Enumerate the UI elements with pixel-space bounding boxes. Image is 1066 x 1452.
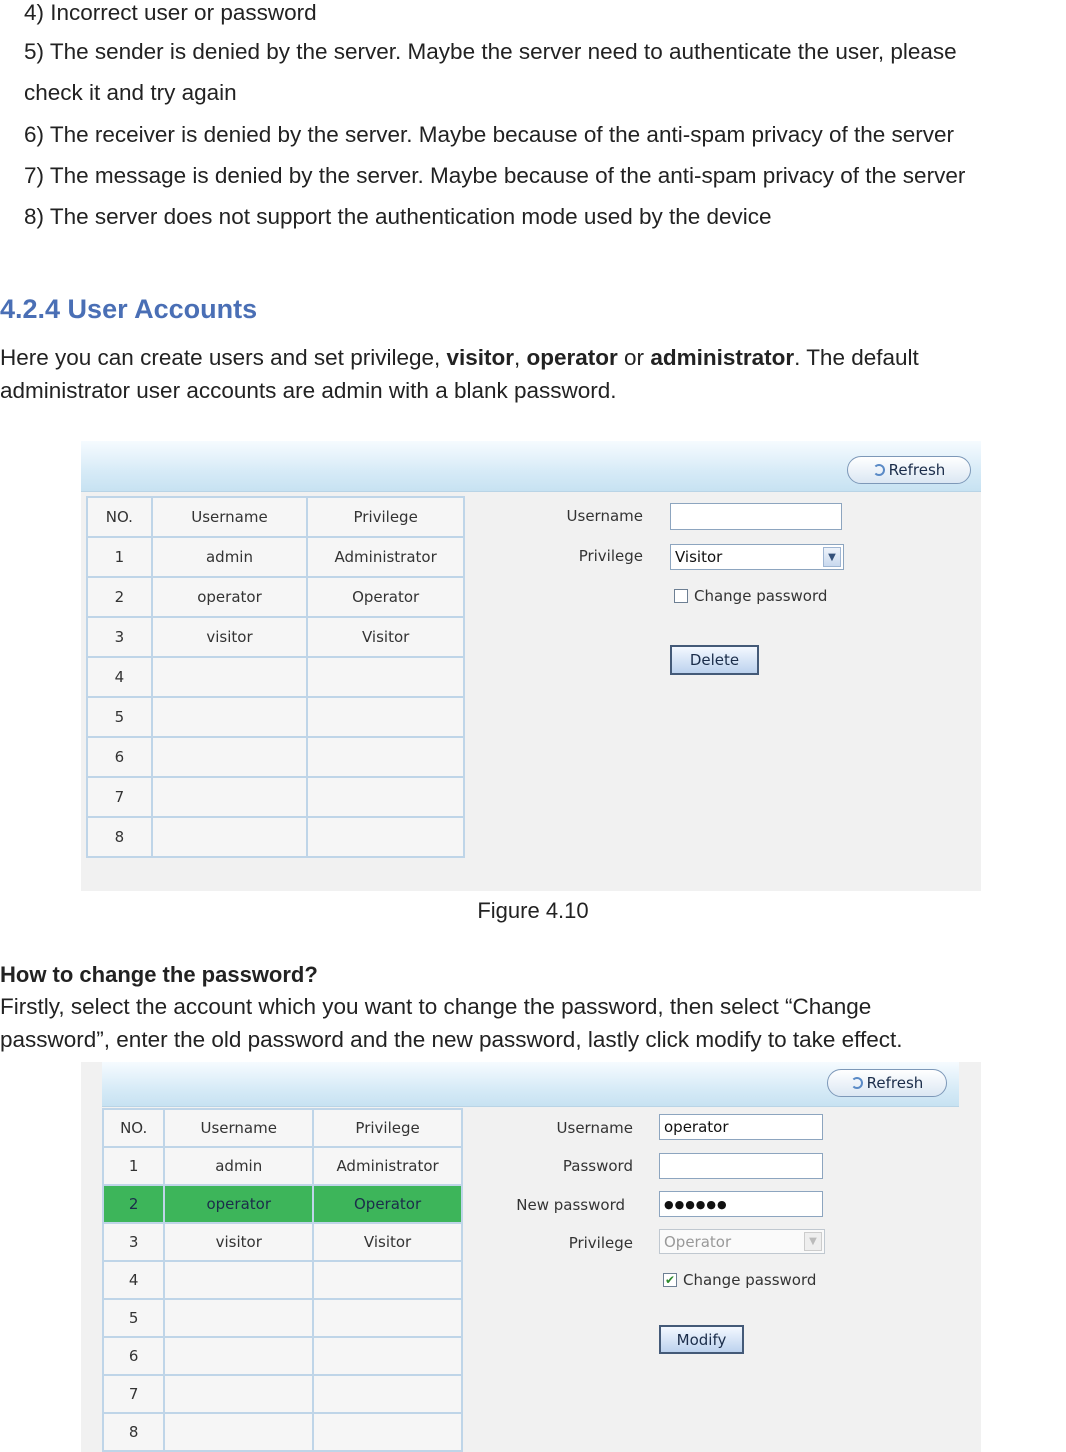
table-cell: Visitor: [313, 1223, 462, 1261]
table-cell: [307, 657, 464, 697]
table-row[interactable]: [103, 1185, 462, 1223]
table-cell: 5: [103, 1299, 164, 1337]
new-password-label: New password: [516, 1196, 625, 1214]
table-cell: 2: [87, 577, 152, 617]
subheading: How to change the password?: [0, 962, 318, 987]
privilege-administrator-term: administrator: [650, 345, 795, 370]
table-row[interactable]: [103, 1337, 462, 1375]
refresh-button[interactable]: Refresh: [827, 1069, 947, 1097]
table-cell: [313, 1413, 462, 1451]
password-input[interactable]: [659, 1153, 823, 1179]
table-cell: [152, 657, 308, 697]
table-cell: visitor: [152, 617, 308, 657]
table-cell: [313, 1337, 462, 1375]
list-item: 4) Incorrect user or password: [24, 0, 317, 25]
username-label: Username: [556, 1119, 633, 1137]
table-cell: 7: [87, 777, 152, 817]
table-cell: Administrator: [307, 537, 464, 577]
privilege-select[interactable]: Visitor ▼: [670, 544, 844, 570]
chevron-down-icon: ▼: [823, 547, 841, 567]
table-header-row: [103, 1109, 462, 1147]
table-cell: [307, 817, 464, 857]
table-cell: 8: [103, 1413, 164, 1451]
figure-user-accounts: [81, 441, 981, 891]
table-row[interactable]: [87, 737, 464, 777]
column-header: Privilege: [313, 1109, 462, 1147]
paragraph-line: Firstly, select the account which you want to change the password, then select “Change: [0, 994, 872, 1019]
table-row[interactable]: [87, 817, 464, 857]
column-header: NO.: [87, 497, 152, 537]
table-cell: 3: [103, 1223, 164, 1261]
table-row[interactable]: [103, 1223, 462, 1261]
table-cell: 3: [87, 617, 152, 657]
paragraph-line: administrator user accounts are admin with a blank password.: [0, 378, 617, 403]
figure-change-password: [81, 1062, 981, 1452]
accounts-table: [86, 496, 465, 858]
table-cell: 6: [103, 1337, 164, 1375]
table-cell: 6: [87, 737, 152, 777]
table-row[interactable]: [103, 1299, 462, 1337]
table-cell: Operator: [307, 577, 464, 617]
table-cell: 7: [103, 1375, 164, 1413]
toolbar: [81, 441, 981, 492]
table-cell: 2: [103, 1185, 164, 1223]
list-item: 8) The server does not support the authentication mode used by the device: [24, 204, 772, 229]
list-item: 7) The message is denied by the server. Maybe because of the anti-spam privacy of the server: [24, 163, 966, 188]
refresh-button[interactable]: Refresh: [847, 456, 971, 484]
paragraph-line: password”, enter the old password and the new password, lastly click modify to take effect.: [0, 1027, 903, 1052]
table-row[interactable]: [103, 1413, 462, 1451]
table-cell: Visitor: [307, 617, 464, 657]
section-title: 4.2.4 User Accounts: [0, 294, 258, 324]
privilege-label: Privilege: [578, 547, 643, 565]
list-item: 5) The sender is denied by the server. Maybe the server need to authenticate the user, please: [24, 39, 957, 64]
new-password-input[interactable]: ●●●●●●: [659, 1191, 823, 1217]
change-password-checkbox[interactable]: Change password: [674, 587, 827, 605]
table-row[interactable]: [87, 617, 464, 657]
column-header: Privilege: [307, 497, 464, 537]
table-header-row: [87, 497, 464, 537]
username-label: Username: [566, 507, 643, 525]
figure-caption: Figure 4.10: [477, 898, 589, 923]
table-cell: [152, 777, 308, 817]
column-header: Username: [164, 1109, 313, 1147]
table-cell: [307, 697, 464, 737]
privilege-visitor-term: visitor: [446, 345, 515, 370]
table-row[interactable]: [103, 1261, 462, 1299]
table-cell: admin: [164, 1147, 313, 1185]
column-header: Username: [152, 497, 308, 537]
table-cell: Administrator: [313, 1147, 462, 1185]
table-cell: admin: [152, 537, 308, 577]
table-cell: operator: [164, 1185, 313, 1223]
table-cell: [152, 737, 308, 777]
username-input[interactable]: [670, 503, 842, 530]
table-cell: operator: [152, 577, 308, 617]
table-cell: [313, 1261, 462, 1299]
table-cell: Operator: [313, 1185, 462, 1223]
table-cell: [164, 1261, 313, 1299]
change-password-checkbox[interactable]: ✔ Change password: [664, 1271, 817, 1289]
table-cell: [152, 817, 308, 857]
privilege-label: Privilege: [568, 1234, 633, 1252]
column-header: NO.: [103, 1109, 164, 1147]
table-cell: [307, 777, 464, 817]
accounts-table: [102, 1108, 463, 1452]
table-cell: [313, 1375, 462, 1413]
checkbox-icon: [674, 589, 688, 603]
toolbar: [102, 1062, 959, 1107]
table-cell: [313, 1299, 462, 1337]
table-row[interactable]: [87, 697, 464, 737]
table-cell: 1: [103, 1147, 164, 1185]
privilege-select: Operator ▼: [659, 1229, 825, 1254]
table-cell: 5: [87, 697, 152, 737]
table-cell: [164, 1413, 313, 1451]
username-input[interactable]: operator: [659, 1114, 823, 1140]
table-row[interactable]: [103, 1147, 462, 1185]
table-row[interactable]: [87, 537, 464, 577]
table-cell: 1: [87, 537, 152, 577]
list-item: 6) The receiver is denied by the server. Maybe because of the anti-spam privacy of the server: [24, 122, 955, 147]
table-cell: [307, 737, 464, 777]
paragraph-line: Here you can create users and set privilege, visitor, operator or administrator. The default: [0, 345, 919, 370]
chevron-down-icon: ▼: [804, 1232, 822, 1251]
checkmark-icon: ✔: [664, 1273, 676, 1287]
refresh-icon: [851, 1077, 863, 1089]
table-cell: 8: [87, 817, 152, 857]
privilege-operator-term: operator: [526, 345, 618, 370]
table-cell: [152, 697, 308, 737]
list-item: check it and try again: [24, 80, 237, 105]
table-cell: 4: [87, 657, 152, 697]
table-cell: [164, 1375, 313, 1413]
table-cell: [164, 1299, 313, 1337]
table-row[interactable]: [87, 657, 464, 697]
delete-button[interactable]: Delete: [670, 645, 759, 675]
table-cell: 4: [103, 1261, 164, 1299]
table-row[interactable]: [103, 1375, 462, 1413]
table-row[interactable]: [87, 577, 464, 617]
modify-button[interactable]: Modify: [659, 1325, 744, 1354]
password-label: Password: [562, 1157, 633, 1175]
table-cell: visitor: [164, 1223, 313, 1261]
table-cell: [164, 1337, 313, 1375]
refresh-icon: [873, 464, 885, 476]
table-row[interactable]: [87, 777, 464, 817]
